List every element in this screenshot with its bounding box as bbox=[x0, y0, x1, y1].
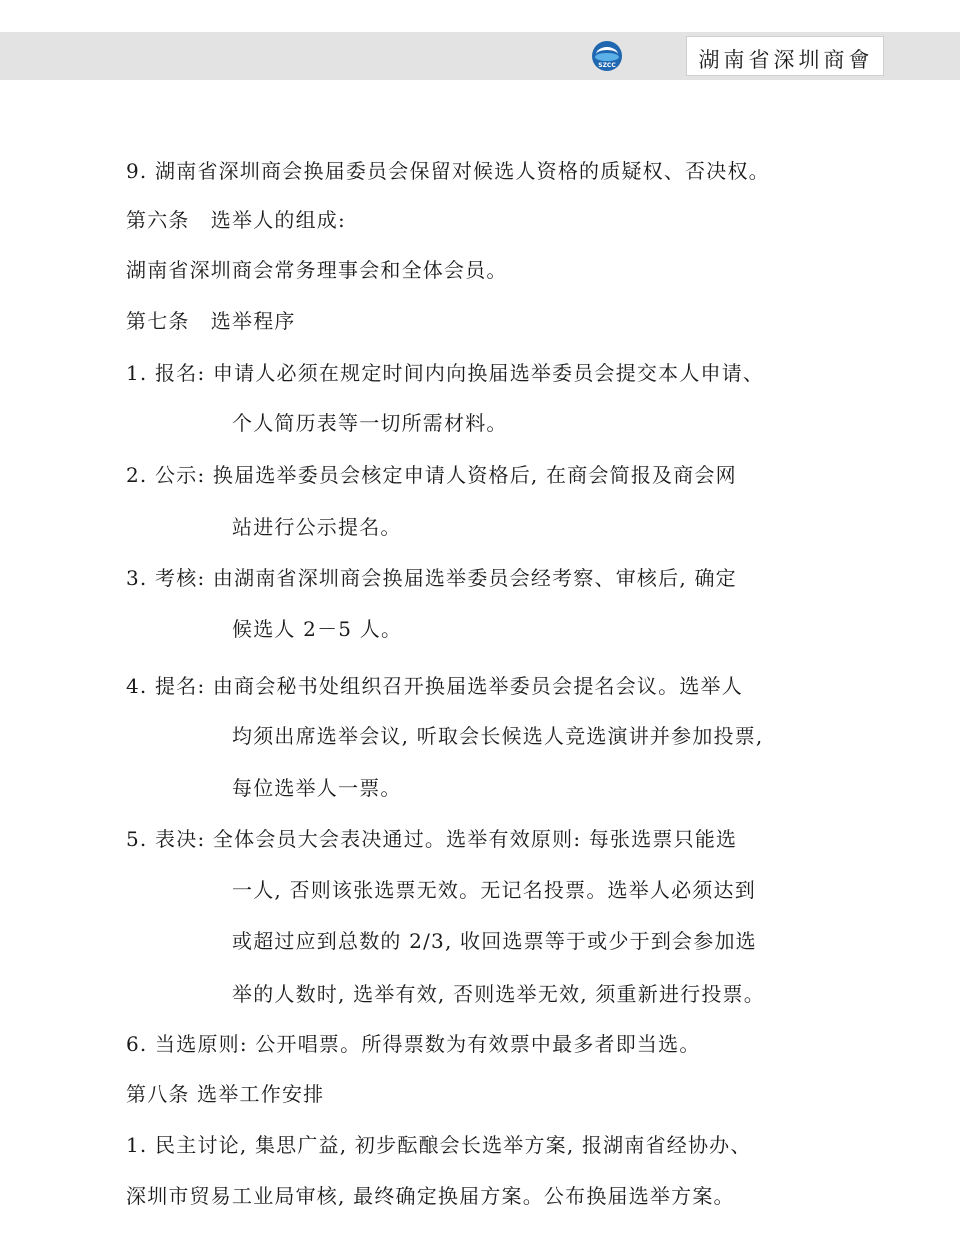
article-heading: 第六条 选举人的组成: bbox=[126, 208, 346, 232]
org-name: 湖南省深圳商會 bbox=[698, 48, 874, 72]
text-line: 候选人 2－5 人。 bbox=[232, 617, 403, 641]
text-line: 3. 考核: 由湖南省深圳商会换届选举委员会经考察、审核后, 确定 bbox=[126, 566, 737, 590]
text-line: 4. 提名: 由商会秘书处组织召开换届选举委员会提名会议。选举人 bbox=[126, 674, 743, 698]
org-name-box bbox=[686, 36, 884, 76]
text-line: 2. 公示: 换届选举委员会核定申请人资格后, 在商会简报及商会网 bbox=[126, 463, 737, 487]
text-line: 站进行公示提名。 bbox=[232, 515, 402, 539]
text-line: 或超过应到总数的 2/3, 收回选票等于或少于到会参加选 bbox=[232, 929, 757, 953]
text-line: 9. 湖南省深圳商会换届委员会保留对候选人资格的质疑权、否决权。 bbox=[126, 159, 770, 183]
text-line: 6. 当选原则: 公开唱票。所得票数为有效票中最多者即当选。 bbox=[126, 1032, 701, 1056]
text-line: 一人, 否则该张选票无效。无记名投票。选举人必须达到 bbox=[232, 878, 756, 902]
logo-abbr: SZCC bbox=[598, 62, 616, 69]
logo-swoosh-icon bbox=[595, 53, 619, 61]
text-line: 5. 表决: 全体会员大会表决通过。选举有效原则: 每张选票只能选 bbox=[126, 827, 738, 851]
article-heading: 第七条 选举程序 bbox=[126, 309, 296, 333]
text-line: 每位选举人一票。 bbox=[232, 776, 402, 800]
text-line: 1. 民主讨论, 集思广益, 初步酝酿会长选举方案, 报湖南省经协办、 bbox=[126, 1133, 752, 1157]
text-line: 均须出席选举会议, 听取会长候选人竞选演讲并参加投票, bbox=[232, 724, 764, 748]
text-line: 深圳市贸易工业局审核, 最终确定换届方案。公布换届选举方案。 bbox=[126, 1184, 735, 1208]
text-line: 湖南省深圳商会常务理事会和全体会员。 bbox=[126, 258, 508, 282]
text-line: 个人简历表等一切所需材料。 bbox=[232, 411, 508, 435]
szcc-logo bbox=[592, 41, 622, 71]
text-line: 举的人数时, 选举有效, 否则选举无效, 须重新进行投票。 bbox=[232, 982, 765, 1006]
text-line: 1. 报名: 申请人必须在规定时间内向换届选举委员会提交本人申请、 bbox=[126, 361, 765, 385]
article-heading: 第八条 选举工作安排 bbox=[126, 1082, 325, 1106]
